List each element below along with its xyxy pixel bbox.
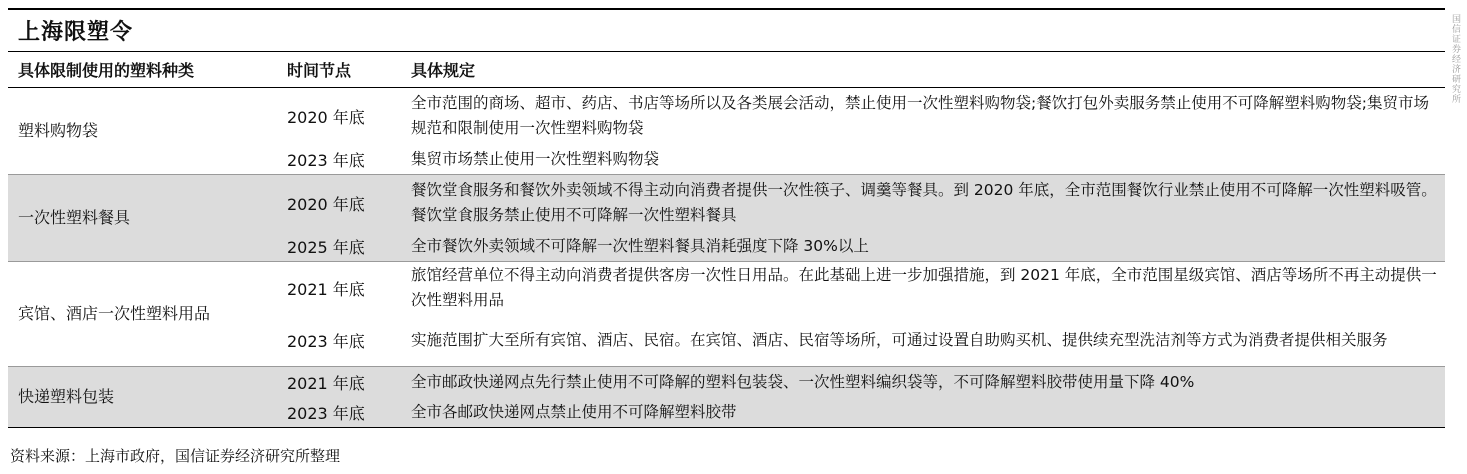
time-cell: 2023 年底: [287, 150, 365, 170]
table-row: [285, 397, 1445, 427]
watermark: 国信证券经济研究所: [1450, 14, 1460, 104]
time-cell: 2021 年底: [287, 373, 365, 393]
table-title: 上海限塑令: [18, 20, 134, 45]
rule-cell: 全市范围的商场、超市、药店、书店等场所以及各类展会活动，禁止使用一次性塑料购物袋;餐饮打包外卖服务禁止使用不可降解塑料购物袋;集贸市场规范和限制使用一次性塑料购物袋: [411, 94, 1429, 137]
table-header-row: [8, 52, 1445, 88]
time-cell: 2023 年底: [287, 331, 365, 351]
rule-cell: 旅馆经营单位不得主动向消费者提供客房一次性日用品。在此基础上进一步加强措施，到 2021 年底，全市范围星级宾馆、酒店等场所不再主动提供一次性塑料用品: [411, 266, 1437, 309]
rule-cell: 全市各邮政快递网点禁止使用不可降解塑料胶带: [411, 402, 737, 421]
rule-cell: 全市餐饮外卖领域不可降解一次性塑料餐具消耗强度下降 30%以上: [411, 236, 869, 255]
header-type: 具体限制使用的塑料种类: [18, 61, 195, 80]
category-cell: 宾馆、酒店一次性塑料用品: [18, 304, 211, 323]
rule-cell: 实施范围扩大至所有宾馆、酒店、民宿。在宾馆、酒店、民宿等场所，可通过设置自助购买机、提供续充型洗洁剂等方式为消费者提供相关服务: [411, 330, 1388, 349]
table-row: [285, 231, 1445, 261]
table-group: [8, 367, 1445, 428]
header-rule: 具体规定: [411, 61, 476, 80]
table-container: [8, 8, 1445, 428]
time-cell: 2021 年底: [287, 279, 365, 299]
table-group: [8, 88, 1445, 175]
source-note: 资料来源：上海市政府，国信证券经济研究所整理: [10, 447, 341, 465]
table-row: [285, 314, 1445, 366]
table-row: [285, 262, 1445, 314]
header-time: 时间节点: [287, 61, 352, 80]
table-row: [285, 88, 1445, 144]
category-cell: 塑料购物袋: [18, 121, 99, 140]
category-cell: 一次性塑料餐具: [18, 208, 131, 227]
time-cell: 2020 年底: [287, 194, 365, 214]
table-group: [8, 262, 1445, 367]
time-cell: 2025 年底: [287, 237, 365, 257]
table-row: [285, 144, 1445, 174]
time-cell: 2020 年底: [287, 107, 365, 127]
rule-cell: 集贸市场禁止使用一次性塑料购物袋: [411, 149, 660, 168]
category-cell: 快递塑料包装: [18, 387, 115, 406]
table-title-bar: [8, 8, 1445, 52]
time-cell: 2023 年底: [287, 403, 365, 423]
table-row: [285, 175, 1445, 231]
table-row: [285, 367, 1445, 397]
table-group: [8, 175, 1445, 262]
rule-cell: 全市邮政快递网点先行禁止使用不可降解的塑料包装袋、一次性塑料编织袋等，不可降解塑料胶带使用量下降 40%: [411, 372, 1195, 391]
rule-cell: 餐饮堂食服务和餐饮外卖领域不得主动向消费者提供一次性筷子、调羹等餐具。到 2020 年底，全市范围餐饮行业禁止使用不可降解一次性塑料吸管。餐饮堂食服务禁止使用不可降解一次性塑料餐具: [411, 181, 1437, 224]
